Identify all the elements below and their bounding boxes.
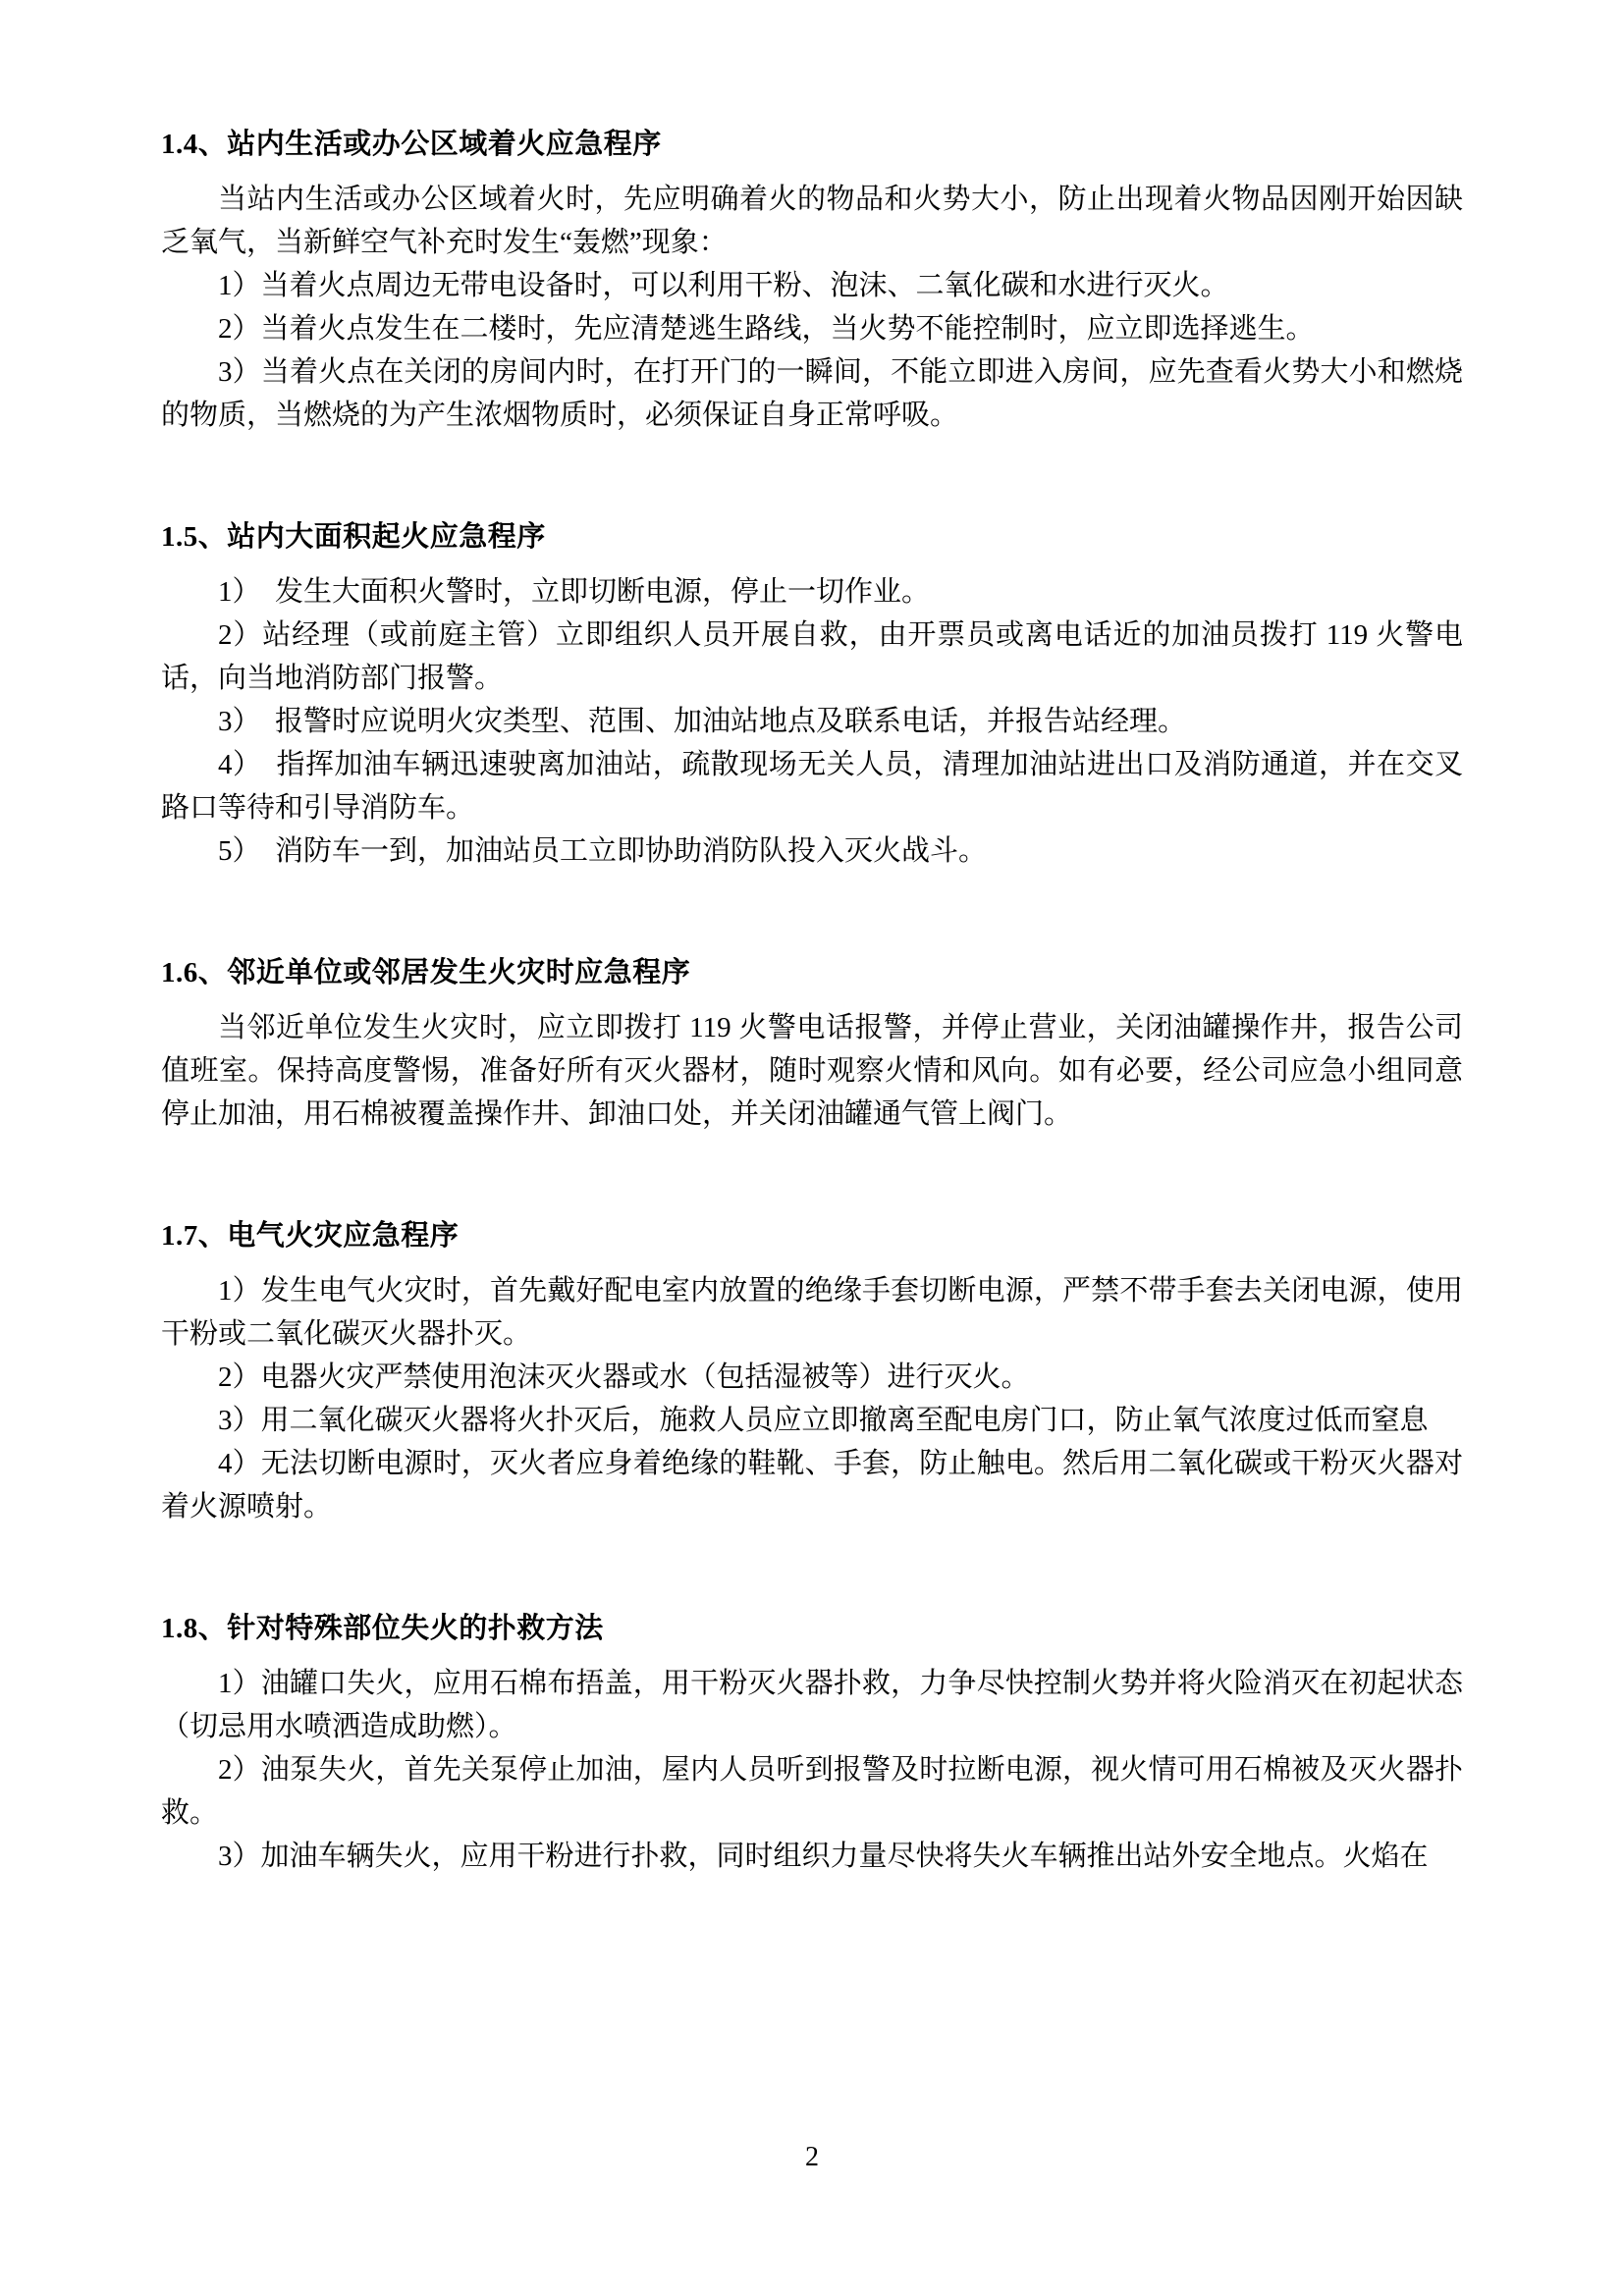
page-footer (0, 2136, 1624, 2179)
paragraph: 2）油泵失火，首先关泵停止加油，屋内人员听到报警及时拉断电源，视火情可用石棉被及灭火器扑救。 (161, 1754, 1463, 1829)
paragraph: 1）油罐口失火，应用石棉布捂盖，用干粉灭火器扑救，力争尽快控制火势并将火险消灭在初起状态（切忌用水喷洒造成助燃）。 (161, 1668, 1463, 1742)
paragraph: 3）用二氧化碳灭火器将火扑灭后，施救人员应立即撤离至配电房门口，防止氧气浓度过低而窒息 (218, 1405, 1429, 1436)
paragraph: 4）无法切断电源时，灭火者应身着绝缘的鞋靴、手套，防止触电。然后用二氧化碳或干粉灭火器对着火源喷射。 (161, 1448, 1463, 1522)
section-1-4-heading: 1.4、站内生活或办公区域着火应急程序 (161, 129, 662, 160)
paragraph: 1）当着火点周边无带电设备时，可以利用干粉、泡沫、二氧化碳和水进行灭火。 (218, 270, 1229, 301)
section-1-8-heading: 1.8、针对特殊部位失火的扑救方法 (161, 1613, 604, 1644)
section-1-4 (161, 123, 1463, 437)
paragraph: 1） 发生大面积火警时，立即切断电源，停止一切作业。 (218, 576, 931, 608)
section-1-8 (161, 1607, 1463, 1878)
paragraph: 3） 报警时应说明火灾类型、范围、加油站地点及联系电话，并报告站经理。 (218, 706, 1187, 737)
paragraph: 当站内生活或办公区域着火时，先应明确着火的物品和火势大小，防止出现着火物品因刚开始因缺乏氧气，当新鲜空气补充时发生“轰燃”现象： (161, 184, 1463, 258)
paragraph: 4） 指挥加油车辆迅速驶离加油站，疏散现场无关人员，清理加油站进出口及消防通道，并在交叉路口等待和引导消防车。 (161, 749, 1463, 824)
paragraph: 5） 消防车一到，加油站员工立即协助消防队投入灭火战斗。 (218, 835, 988, 867)
paragraph: 3）当着火点在关闭的房间内时，在打开门的一瞬间，不能立即进入房间，应先查看火势大小和燃烧的物质，当燃烧的为产生浓烟物质时，必须保证自身正常呼吸。 (161, 356, 1463, 431)
paragraph: 当邻近单位发生火灾时，应立即拨打 119 火警电话报警，并停止营业，关闭油罐操作井，报告公司值班室。保持高度警惕，准备好所有灭火器材，随时观察火情和风向。如有必要，经公司应急小组同意停止加油，用石棉被覆盖操作井、卸油口处，并关闭油罐通气管上阀门。 (161, 1012, 1463, 1130)
paragraph: 1）发生电气火灾时，首先戴好配电室内放置的绝缘手套切断电源，严禁不带手套去关闭电源，使用干粉或二氧化碳灭火器扑灭。 (161, 1275, 1463, 1350)
section-1-7 (161, 1214, 1463, 1528)
section-1-6 (161, 951, 1463, 1136)
paragraph: 3）加油车辆失火，应用干粉进行扑救，同时组织力量尽快将失火车辆推出站外安全地点。火焰在 (218, 1841, 1429, 1872)
section-1-6-heading: 1.6、邻近单位或邻居发生火灾时应急程序 (161, 957, 691, 988)
page-number: 2 (805, 2142, 819, 2172)
section-1-5-heading: 1.5、站内大面积起火应急程序 (161, 521, 546, 553)
paragraph: 2）电器火灾严禁使用泡沫灭火器或水（包括湿被等）进行灭火。 (218, 1362, 1030, 1393)
section-1-7-heading: 1.7、电气火灾应急程序 (161, 1220, 460, 1252)
section-1-5 (161, 515, 1463, 873)
paragraph: 2）站经理（或前庭主管）立即组织人员开展自救，由开票员或离电话近的加油员拨打 119 火警电话，向当地消防部门报警。 (161, 619, 1463, 694)
document-content (161, 123, 1463, 1878)
paragraph: 2）当着火点发生在二楼时，先应清楚逃生路线，当火势不能控制时，应立即选择逃生。 (218, 313, 1315, 345)
